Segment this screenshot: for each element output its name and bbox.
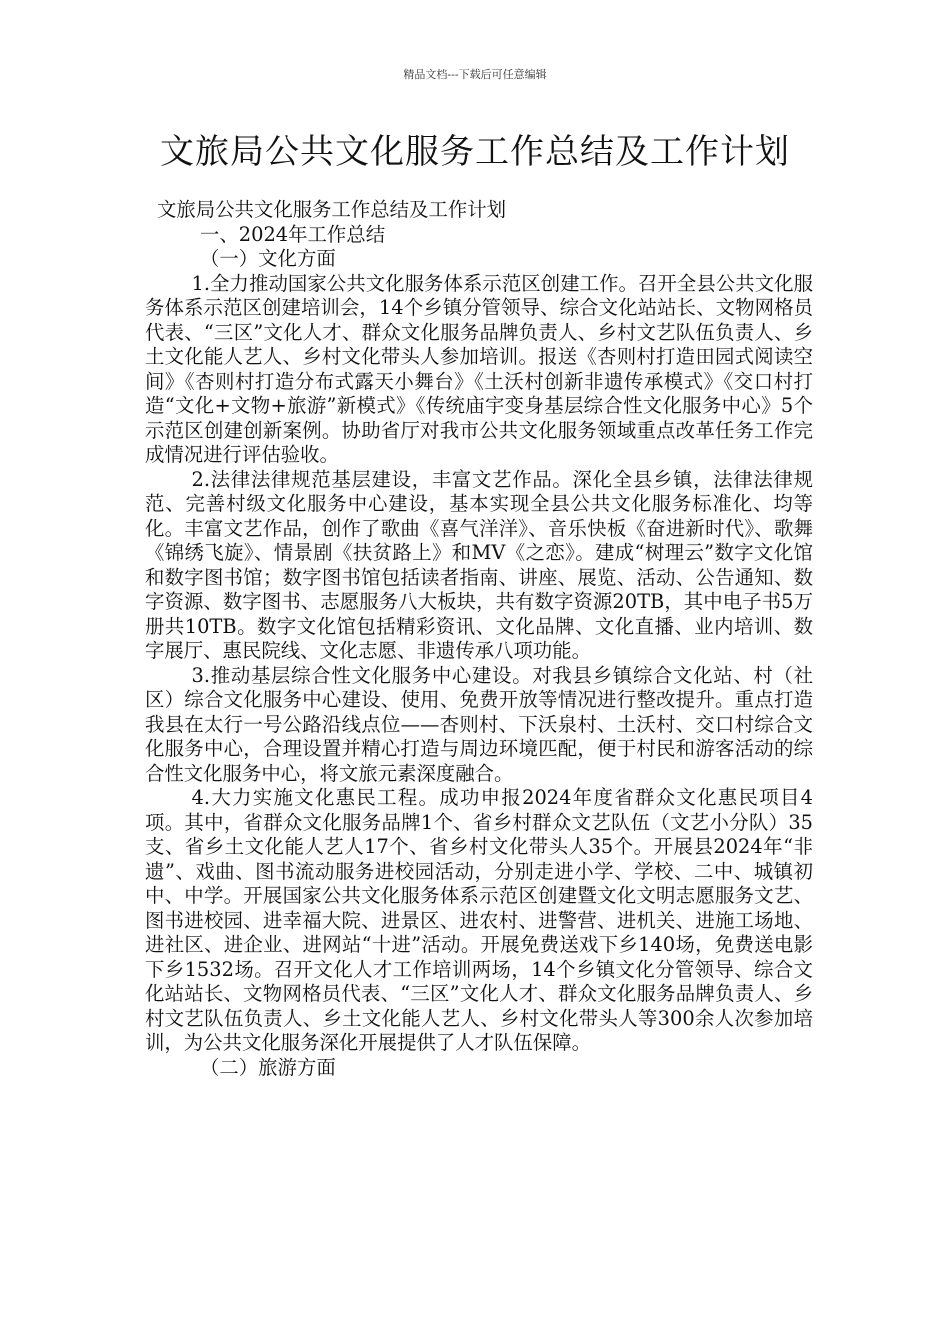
document-subtitle: 文旅局公共文化服务工作总结及工作计划 [157, 198, 507, 221]
section-heading-culture: （一）文化方面 [200, 247, 336, 270]
document-body [145, 198, 813, 1080]
paragraph-4: 4.大力实施文化惠民工程。成功申报2024年度省群众文化惠民项目4项。其中，省群众文化服务品牌1个、省乡村群众文艺队伍（文艺小分队）35支、省乡土文化能人艺人17个、省乡村文化带头人35个。开展县2024年“非遗”、戏曲、图书流动服务进校园活动，分别走进小学、学校、二中、城镇初中、中学。开展国家公共文化服务体系示范区创建暨文化文明志愿服务文艺、图书进校园、进幸福大院、进景区、进农村、进警营、进机关、进施工场地、进社区、进企业、进网站“十进”活动。开展免费送戏下乡140场，免费送电影下乡1532场。召开文化人才工作培训两场，14个乡镇文化分管领导、综合文化站站长、文物网格员代表、“三区”文化人才、群众文化服务品牌负责人、乡村文艺队伍负责人、乡土文化能人艺人、乡村文化带头人等300余人次参加培训，为公共文化服务深化开展提供了人才队伍保障。 [145, 786, 813, 1054]
paragraph-2: 2.法律法律规范基层建设，丰富文艺作品。深化全县乡镇，法律法律规范、完善村级文化服务中心建设，基本实现全县公共文化服务标准化、均等化。丰富文艺作品，创作了歌曲《喜气洋洋》、音乐快板《奋进新时代》、歌舞《锦绣飞旋》、情景剧《扶贫路上》和MV《之恋》。建成“树理云”数字文化馆和数字图书馆；数字图书馆包括读者指南、讲座、展览、活动、公告通知、数字资源、数字图书、志愿服务八大板块，共有数字资源20TB，其中电子书5万册共10TB。数字文化馆包括精彩资讯、文化品牌、文化直播、业内培训、数字展厅、惠民院线、文化志愿、非遗传承八项功能。 [145, 467, 813, 662]
paragraph-1: 1.全力推动国家公共文化服务体系示范区创建工作。召开全县公共文化服务体系示范区创建培训会，14个乡镇分管领导、综合文化站站长、文物网格员代表、“三区”文化人才、群众文化服务品牌负责人、乡村文艺队伍负责人、乡土文化能人艺人、乡村文化带头人参加培训。报送《杏则村打造田园式阅读空间》《杏则村打造分布式露天小舞台》《土沃村创新非遗传承模式》《交口村打造“文化+文物+旅游”新模式》《传统庙宇变身基层综合性文化服务中心》5个示范区创建创新案例。协助省厅对我市公共文化服务领域重点改革任务工作完成情况进行评估验收。 [145, 271, 813, 466]
section-heading-1: 一、2024年工作总结 [200, 222, 386, 246]
header-note: 精品文档---下载后可任意编辑 [403, 68, 547, 81]
document-title: 文旅局公共文化服务工作总结及工作计划 [160, 132, 790, 172]
section-heading-tourism: （二）旅游方面 [200, 1055, 336, 1079]
paragraph-3: 3.推动基层综合性文化服务中心建设。对我县乡镇综合文化站、村（社区）综合文化服务中心建设、使用、免费开放等情况进行整改提升。重点打造我县在太行一号公路沿线点位——杏则村、下沃泉村、土沃村、交口村综合文化服务中心，合理设置并精心打造与周边环境匹配，便于村民和游客活动的综合性文化服务中心，将文旅元素深度融合。 [145, 663, 813, 785]
